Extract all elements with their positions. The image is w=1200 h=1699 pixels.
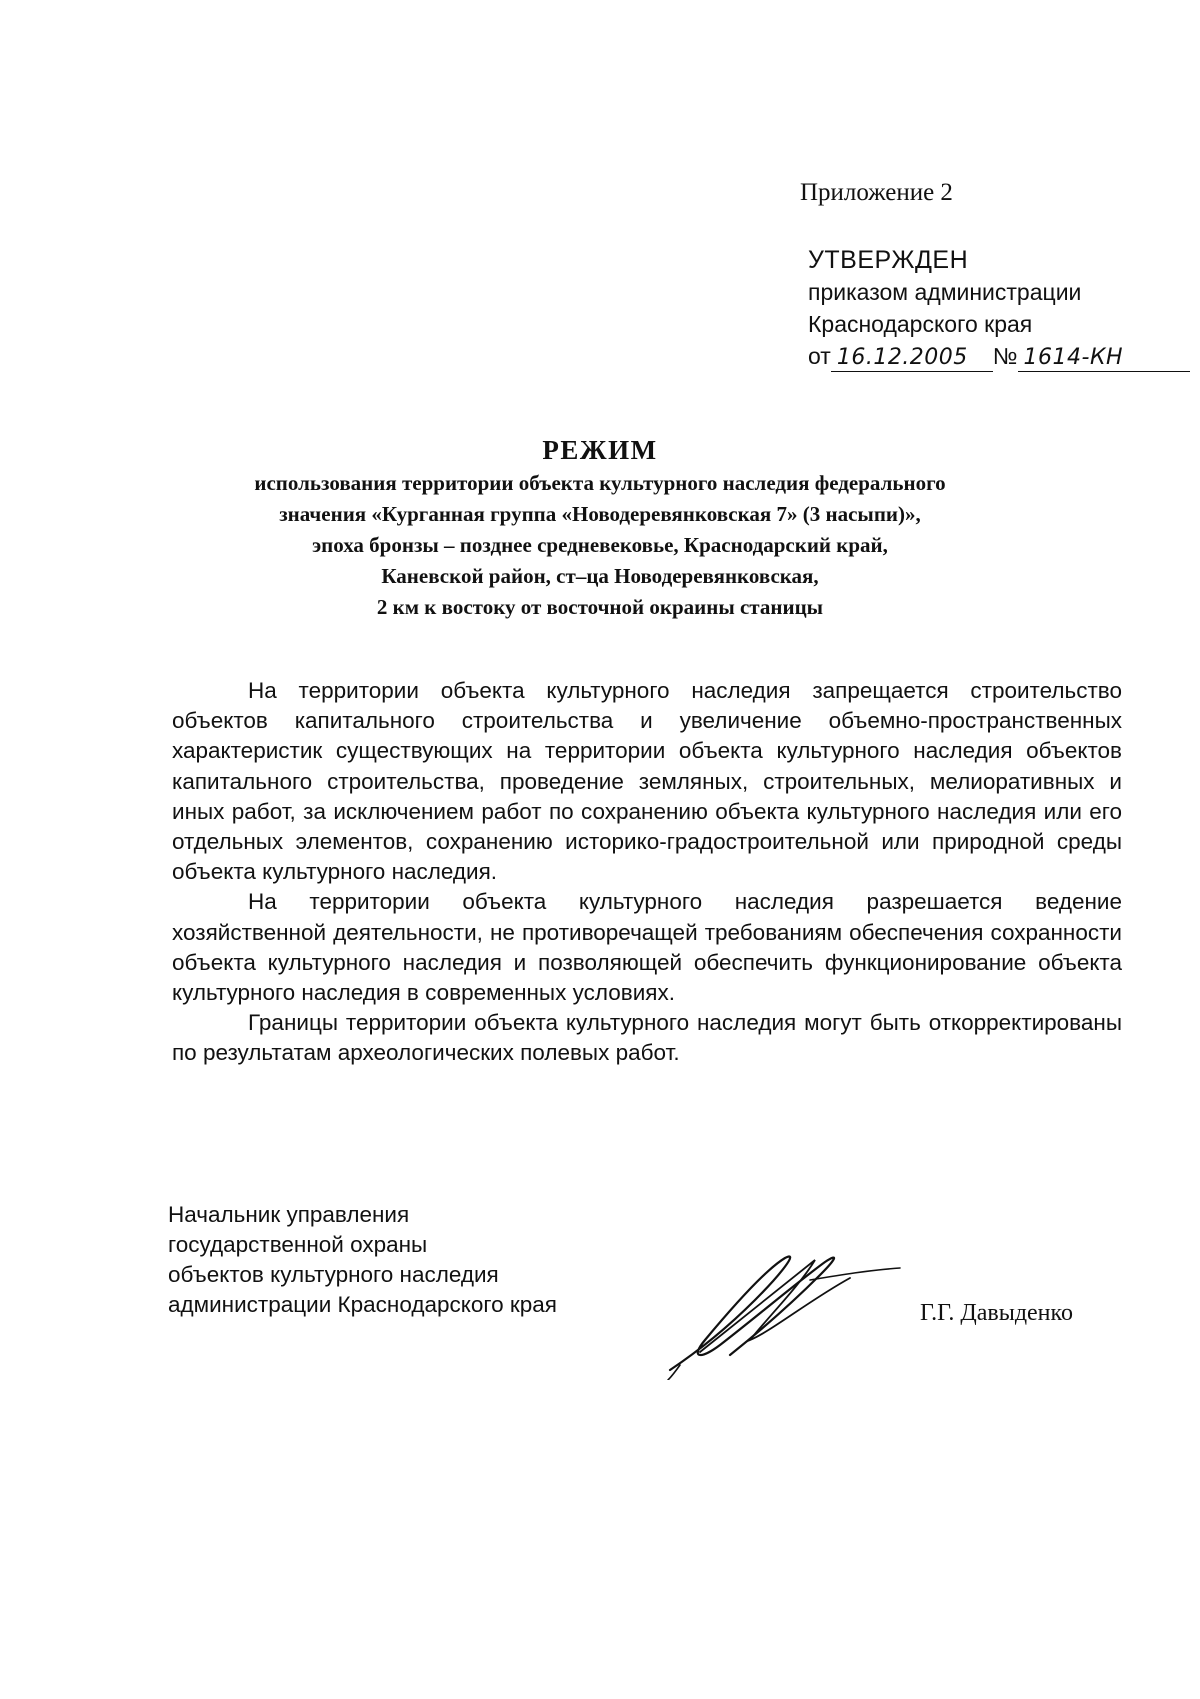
signatory-title-line: Начальник управления xyxy=(168,1202,410,1227)
date-prefix: от xyxy=(808,343,831,369)
approval-block xyxy=(808,244,1190,372)
handwritten-signature xyxy=(660,1240,910,1380)
order-date-handwritten: 16.12.2005 xyxy=(831,345,993,372)
order-line-1: приказом администрации xyxy=(808,279,1082,305)
title-line: эпоха бронзы – позднее средневековье, Краснодарский край, xyxy=(312,533,888,557)
signatory-position xyxy=(168,1200,557,1320)
body-paragraph: Границы территории объекта культурного наследия могут быть откорректированы по результатам археологических полевых работ. xyxy=(172,1010,1122,1066)
signatory-name: Г.Г. Давыденко xyxy=(920,1300,1073,1326)
approved-stamp-text: УТВЕРЖДЕН xyxy=(808,246,969,274)
order-number-handwritten: 1614-КН xyxy=(1018,345,1190,372)
title-line: 2 км к востоку от восточной окраины станицы xyxy=(376,595,824,619)
document-body xyxy=(172,676,1122,1069)
order-date-line xyxy=(808,340,1190,372)
title-line: использования территории объекта культурного наследия федерального xyxy=(254,471,946,495)
title-heading: РЕЖИМ xyxy=(542,435,658,465)
title-line: Каневской район, ст–ца Новодеревянковская, xyxy=(381,564,819,588)
signatory-title-line: государственной охраны xyxy=(168,1232,428,1257)
order-line-2: Краснодарского края xyxy=(808,311,1033,337)
document-title xyxy=(150,432,1050,623)
appendix-label: Приложение 2 xyxy=(800,179,953,206)
title-line: значения «Курганная группа «Новодеревянковская 7» (3 насыпи)», xyxy=(279,502,921,526)
number-prefix: № xyxy=(992,343,1018,369)
body-paragraph: На территории объекта культурного наследия запрещается строительство объектов капитального строительства и увеличение объемно-пространственных характеристик существующих на территории объекта культурного наследия объектов капитального строительства, проведение земляных, строительных, мелиоративных и иных работ, за исключением работ по сохранению объекта культурного наследия или его отдельных элементов, сохранению историко-градостроительной или природной среды объекта культурного наследия. xyxy=(172,678,1122,885)
signatory-title-line: объектов культурного наследия xyxy=(168,1262,499,1287)
signatory-title-line: администрации Краснодарского края xyxy=(168,1292,557,1317)
body-paragraph: На территории объекта культурного наследия разрешается ведение хозяйственной деятельности, не противоречащей требованиям обеспечения сохранности объекта культурного наследия и позволяющей обеспечить функционирование объекта культурного наследия в современных условиях. xyxy=(172,889,1122,1006)
